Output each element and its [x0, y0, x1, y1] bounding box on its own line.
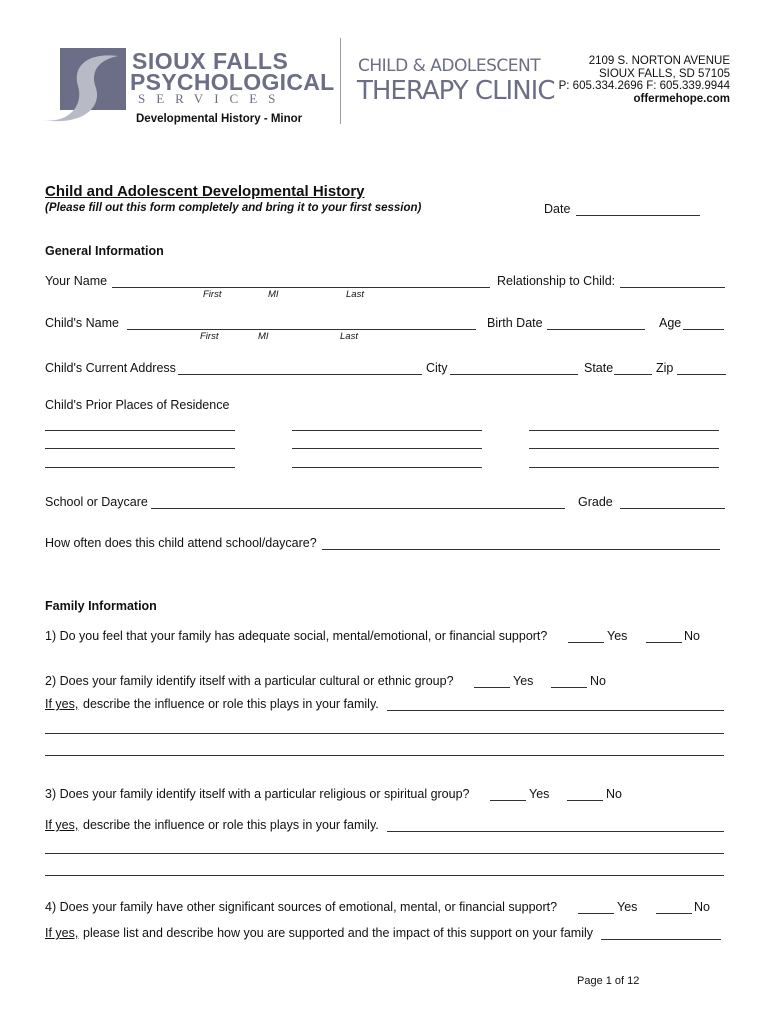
child-name-first-hint: First: [200, 331, 219, 342]
form-subtitle: Developmental History - Minor: [136, 113, 303, 125]
child-name-last-hint: Last: [340, 331, 358, 342]
state-label: State: [584, 361, 614, 375]
logo-line2: PSYCHOLOGICAL: [130, 69, 335, 95]
school-label: School or Daycare: [45, 495, 148, 509]
address-field[interactable]: [178, 374, 422, 375]
page-title: Child and Adolescent Developmental History: [45, 183, 365, 200]
address-label: Child's Current Address: [45, 361, 176, 375]
grade-field[interactable]: [620, 508, 725, 509]
prior-residence-field[interactable]: [45, 430, 235, 431]
clinic-line1: CHILD & ADOLESCENT: [358, 56, 541, 76]
attendance-field[interactable]: [322, 549, 720, 550]
q1-yes-field[interactable]: [568, 642, 604, 643]
city-field[interactable]: [450, 374, 578, 375]
q4-no-field[interactable]: [656, 913, 692, 914]
prior-residence-field[interactable]: [45, 448, 235, 449]
age-field[interactable]: [683, 329, 724, 330]
q4-no-label: No: [694, 900, 710, 914]
zip-label: Zip: [656, 361, 674, 375]
q3-if-yes: If yes,: [45, 818, 79, 832]
prior-residence-field[interactable]: [292, 448, 482, 449]
logo-line1: SIOUX FALLS: [132, 48, 289, 74]
address-city: SIOUX FALLS, SD 57105: [598, 67, 730, 80]
q2-yes-field[interactable]: [474, 687, 510, 688]
q3-yes-field[interactable]: [490, 800, 526, 801]
your-name-mi-hint: MI: [268, 289, 279, 300]
your-name-label: Your Name: [45, 274, 108, 288]
prior-residence-label: Child's Prior Places of Residence: [45, 398, 230, 412]
clinic-address: [510, 55, 730, 105]
q4-yes-field[interactable]: [578, 913, 614, 914]
prior-residence-field[interactable]: [45, 467, 235, 468]
child-name-label: Child's Name: [45, 316, 119, 330]
header-divider: [340, 38, 341, 124]
your-name-field[interactable]: [112, 287, 490, 288]
question-4: 4) Does your family have other significant sources of emotional, mental, or financial support?: [45, 900, 558, 914]
zip-field[interactable]: [677, 374, 726, 375]
child-name-field[interactable]: [127, 329, 476, 330]
your-name-first-hint: First: [203, 289, 222, 300]
address-web: offermehope.com: [633, 92, 730, 105]
city-label: City: [426, 361, 448, 375]
address-street: 2109 S. NORTON AVENUE: [588, 55, 730, 67]
relationship-label: Relationship to Child:: [497, 274, 616, 288]
your-name-last-hint: Last: [346, 289, 364, 300]
q1-yes-label: Yes: [607, 629, 628, 643]
date-label: Date: [544, 202, 571, 216]
q3-describe-field[interactable]: [45, 853, 724, 854]
q1-no-label: No: [684, 629, 700, 643]
logo-line3: SERVICES: [138, 91, 287, 106]
clinic-line2: THERAPY CLINIC: [357, 76, 555, 106]
prior-residence-field[interactable]: [529, 430, 719, 431]
q3-yes-label: Yes: [529, 787, 550, 801]
state-field[interactable]: [614, 374, 652, 375]
birth-date-label: Birth Date: [487, 316, 543, 330]
attendance-label: How often does this child attend school/daycare?: [45, 536, 317, 550]
address-phone: P: 605.334.2696 F: 605.339.9944: [558, 80, 730, 92]
q3-no-label: No: [606, 787, 622, 801]
birth-date-field[interactable]: [547, 329, 645, 330]
q2-describe: describe the influence or role this plays in your family.: [83, 697, 379, 711]
prior-residence-field[interactable]: [529, 467, 719, 468]
q2-describe-field[interactable]: [45, 733, 724, 734]
page-number: Page 1 of 12: [577, 975, 640, 987]
q4-if-yes: If yes,: [45, 926, 79, 940]
q4-describe-field[interactable]: [601, 939, 721, 940]
q4-yes-label: Yes: [617, 900, 638, 914]
q2-describe-field[interactable]: [387, 710, 724, 711]
q3-no-field[interactable]: [567, 800, 603, 801]
family-heading: Family Information: [45, 599, 157, 613]
school-field[interactable]: [151, 508, 565, 509]
logo-swoosh-icon: [38, 46, 130, 126]
q4-describe: please list and describe how you are supported and the impact of this support on your family: [83, 926, 594, 940]
age-label: Age: [659, 316, 682, 330]
q2-describe-field[interactable]: [45, 755, 724, 756]
q2-yes-label: Yes: [513, 674, 534, 688]
general-heading: General Information: [45, 244, 164, 258]
q2-no-label: No: [590, 674, 606, 688]
prior-residence-field[interactable]: [292, 467, 482, 468]
date-field[interactable]: [576, 215, 700, 216]
q3-describe-field[interactable]: [387, 831, 724, 832]
question-2: 2) Does your family identify itself with a particular cultural or ethnic group?: [45, 674, 454, 688]
q2-if-yes: If yes,: [45, 697, 79, 711]
prior-residence-field[interactable]: [292, 430, 482, 431]
instructions: (Please fill out this form completely and bring it to your first session): [45, 202, 422, 214]
q2-no-field[interactable]: [551, 687, 587, 688]
q3-describe-field[interactable]: [45, 875, 724, 876]
grade-label: Grade: [578, 495, 613, 509]
question-1: 1) Do you feel that your family has adequate social, mental/emotional, or financial support?: [45, 629, 548, 643]
child-name-mi-hint: MI: [258, 331, 269, 342]
prior-residence-field[interactable]: [529, 448, 719, 449]
question-3: 3) Does your family identify itself with a particular religious or spiritual group?: [45, 787, 470, 801]
q3-describe: describe the influence or role this plays in your family.: [83, 818, 379, 832]
q1-no-field[interactable]: [646, 642, 682, 643]
relationship-field[interactable]: [620, 287, 725, 288]
